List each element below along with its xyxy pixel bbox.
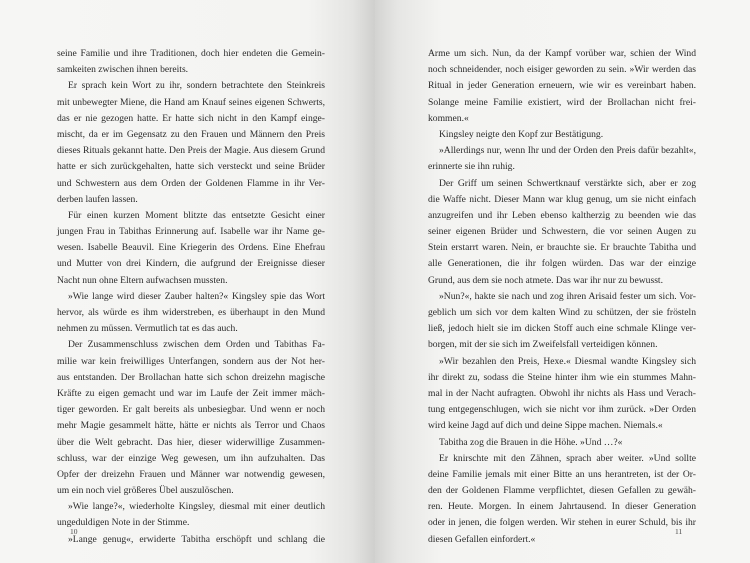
text-line: Der Griff um seinen Schwertknauf verstärkte sich, aber er zog bbox=[439, 177, 696, 189]
text-line: mit unbewegter Miene, die Hand am Knauf seines eigenen Schwerts, bbox=[57, 96, 325, 108]
text-line: oder in jenen, die folgen werden. Wir stehen in eurer Schuld, bis ihr bbox=[428, 517, 696, 529]
text-line: nehmen zu müssen. Vermutlich tat es das auch. bbox=[57, 323, 238, 335]
text-line: anzugreifen und ihr Leben ebenso kaltherzig zu beenden wie das bbox=[428, 209, 696, 221]
text-line: die Waffe nicht. Dieser Mann war klug genug, um sie nicht einfach bbox=[428, 193, 696, 205]
text-line: erinnerte sie ihn ruhig. bbox=[428, 161, 515, 173]
text-line: ren. Heute. Morgen. In einem Jahrtausend. In dieser Generation bbox=[428, 501, 696, 513]
text-line: noch schneidender, noch eisiger geworden zu sein. »Wir werden das bbox=[428, 64, 696, 76]
text-line: »Wie lange?«, wiederholte Kingsley, diesmal mit einer deutlich bbox=[68, 501, 325, 513]
text-line: seiner eigenen Brüder und Schwestern, die vor seinen Augen zu bbox=[428, 226, 696, 238]
text-line: wesen. Isabelle Beauvil. Eine Kriegerin des Ordens. Eine Ehefrau bbox=[57, 242, 325, 254]
text-line: »Allerdings nur, wenn Ihr und der Orden den Preis dafür bezahlt«, bbox=[439, 145, 696, 157]
text-line: Der Zusammenschluss zwischen dem Orden und Tabithas Fa- bbox=[68, 339, 325, 351]
text-line: geblich um sich vor dem kalten Wind zu schützen, der sie frösteln bbox=[428, 307, 696, 318]
text-line: Stein erstarrt waren. Nein, er brauchte sie. Er brauchte Tabitha und bbox=[428, 242, 696, 254]
text-line: dieses Rituals gekannt hatte. Den Preis der Magie. Aus diesem Grund bbox=[57, 145, 325, 157]
text-line: Für einen kurzen Moment blitzte das entsetzte Gesicht einer bbox=[68, 209, 325, 221]
text-line: und Schwestern aus dem Orden der Goldenen Flamme in ihr Ver- bbox=[57, 177, 325, 189]
text-line: »Wie lange wird dieser Zauber halten?« Kingsley spie das Wort bbox=[68, 290, 325, 302]
left-page-number: 10 bbox=[70, 527, 78, 536]
text-line: wird keine Jagd auf dich und deine Sippe machen. Niemals.« bbox=[428, 420, 663, 432]
text-line: Arme um sich. Nun, da der Kampf vorüber war, schien der Wind bbox=[428, 48, 696, 59]
text-line: den der Goldenen Flamme verpflichtet, diesen Gefallen zu gewäh- bbox=[428, 485, 696, 497]
text-line: Er knirschte mit den Zähnen, sprach aber weiter. »Und sollte bbox=[439, 452, 696, 464]
left-page-text bbox=[57, 46, 325, 548]
text-line: deine Familie jemals mit einer Bitte an uns herantreten, ist der Or- bbox=[428, 468, 696, 480]
text-line: mehr Magie gesammelt hätte, hätte er nichts als Terror und Chaos bbox=[57, 420, 325, 432]
text-line: »Lange genug«, erwiderte Tabitha erschöpft und schlang die bbox=[68, 533, 325, 545]
text-line: Kräfte zu eigen gemacht und war im Laufe der Zeit immer mäch- bbox=[57, 387, 325, 399]
text-line: Opfer der dreizehn Frauen und Männer war notwendig gewesen, bbox=[57, 468, 325, 480]
right-page bbox=[375, 0, 750, 563]
text-line: kommen.« bbox=[428, 112, 469, 124]
text-line: Ritual in jeder Generation erneuern, wie wir es vereinbart haben. bbox=[428, 80, 696, 92]
text-line: derben laufen lassen. bbox=[57, 193, 138, 205]
text-line: Er sprach kein Wort zu ihr, sondern betrachtete den Steinkreis bbox=[68, 80, 325, 92]
text-line: mischt, da er im Gegensatz zu den Frauen und Männern den Preis bbox=[57, 128, 325, 140]
text-line: milie war kein freiwilliges Unterfangen, sondern aus der Not her- bbox=[57, 355, 325, 367]
text-line: seine Familie und ihre Traditionen, doch hier endeten die Gemein- bbox=[57, 48, 325, 59]
text-line: »Wir bezahlen den Preis, Hexe.« Diesmal wandte Kingsley sich bbox=[439, 355, 696, 367]
text-line: Kingsley neigte den Kopf zur Bestätigung. bbox=[439, 128, 604, 140]
text-line: schluss, war der einzige Weg gewesen, um ihn aufzuhalten. Das bbox=[57, 452, 325, 464]
text-line: ihr direkt zu, sodass die Steine hinter ihm wie ein stummes Mahn- bbox=[428, 371, 696, 383]
text-line: Nacht nun ohne Eltern aufwachsen mussten. bbox=[57, 274, 228, 286]
text-line: hervor, als würde es ihm widerstreben, es überhaupt in den Mund bbox=[57, 307, 325, 318]
text-line: tiger geworden. Er galt bereits als unbesiegbar. Und wenn er noch bbox=[57, 404, 325, 416]
text-line: tung entgegenschlugen, wich sie nicht vor ihm zurück. »Der Orden bbox=[428, 404, 696, 416]
text-line: ließ, jedoch hielt sie im dicken Stoff auch eine schmale Klinge ver- bbox=[428, 323, 696, 335]
text-line: und Mutter von drei Kindern, die aufgrund der Ereignisse dieser bbox=[57, 258, 325, 270]
text-line: ungeduldigen Note in der Stimme. bbox=[57, 517, 190, 529]
right-page-number: 11 bbox=[675, 527, 683, 536]
text-line: »Nun?«, hakte sie nach und zog ihren Arisaid fester um sich. Vor- bbox=[439, 290, 696, 302]
text-line: alle Generationen, die ihr folgen würden. Das war der einzige bbox=[428, 258, 696, 270]
text-line: Grund, aus dem sie noch atmete. Das war ihr nur zu bewusst. bbox=[428, 274, 663, 286]
text-line: Solange meine Familie existiert, wird der Brollachan nicht frei- bbox=[428, 96, 696, 108]
text-line: samkeiten zwischen ihnen bereits. bbox=[57, 64, 189, 76]
right-page-text bbox=[428, 46, 696, 548]
text-line: über die Welt gebracht. Das hier, dieser widerwillige Zusammen- bbox=[57, 436, 325, 448]
text-line: diesen Gefallen einfordert.« bbox=[428, 533, 536, 545]
text-line: das er nie gezogen hatte. Er hatte sich nicht in den Kampf einge- bbox=[57, 112, 325, 124]
text-line: aus entstanden. Der Brollachan hatte sich schon dreizehn magische bbox=[57, 371, 325, 383]
text-line: Tabitha zog die Brauen in die Höhe. »Und …?« bbox=[439, 436, 623, 448]
text-line: mal in der Nacht aufragten. Obwohl ihr nichts als Hass und Verach- bbox=[428, 387, 696, 399]
text-line: jungen Frau in Tabithas Erinnerung auf. Isabelle war ihr Name ge- bbox=[57, 226, 325, 238]
text-line: borgen, mit der sie sich im Zweifelsfall verteidigen können. bbox=[428, 339, 658, 351]
text-line: um ein noch viel größeres Übel auszulöschen. bbox=[57, 485, 234, 497]
text-line: hatte er sich zurückgehalten, hatte sich versteckt und seine Brüder bbox=[57, 161, 325, 173]
